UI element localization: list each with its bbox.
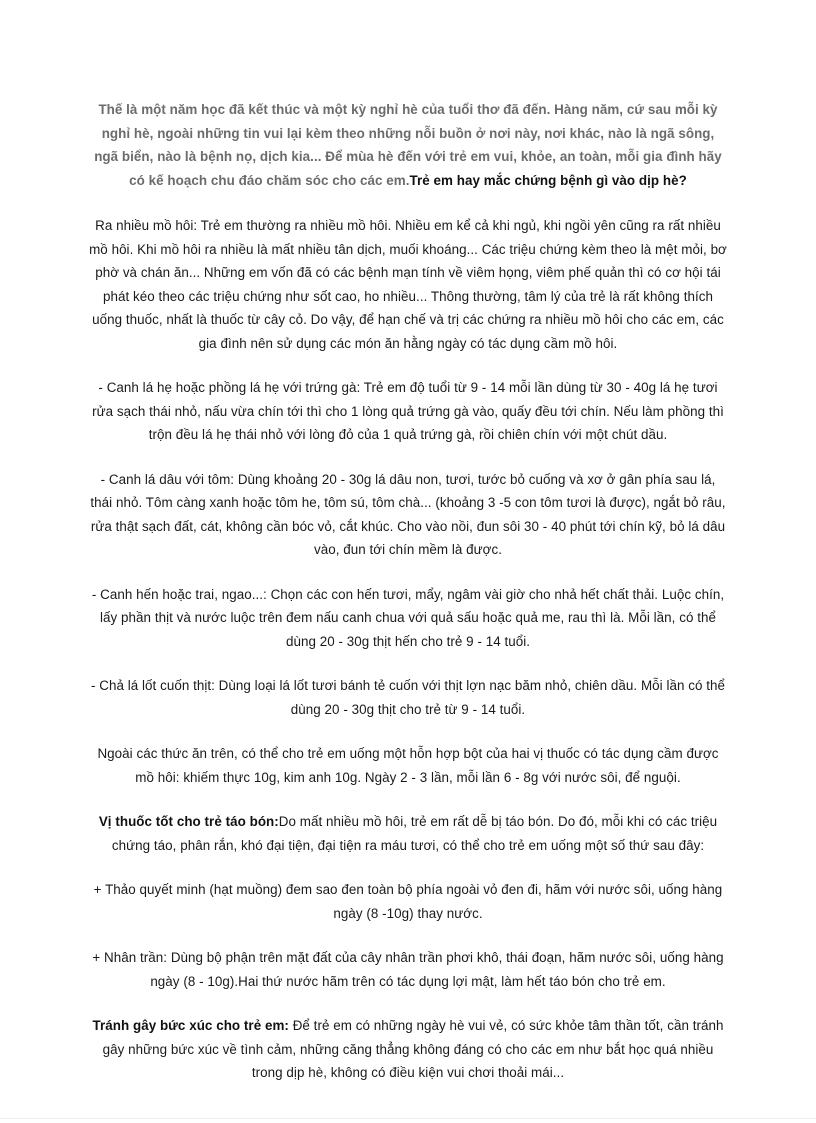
paragraph-cassia-seed: + Thảo quyết minh (hạt muồng) đem sao đen toàn bộ phía ngoài vỏ đen đi, hãm với nước sôi, uống hàng ngày (8 -10g) thay nước. — [93, 882, 723, 921]
document-page — [88, 98, 728, 1106]
intro-text: Thế là một năm học đã kết thúc và một kỳ nghỉ hè của tuổi thơ đã đến. Hàng năm, cứ sau mỗi kỳ nghỉ hè, ngoài những tin vui lại kèm theo những nỗi buồn ở nơi này, nơi khác, nào là ngã sông, ngã biển, nào là bệnh nọ, dịch kia... Để mùa hè đến với trẻ em vui, khỏe, an toàn, mỗi gia đình hãy có kế hoạch chu đáo chăm sóc cho các em. — [94, 102, 722, 188]
paragraph-avoid-stress — [88, 1014, 728, 1085]
paragraph-nhan-tran: + Nhân trần: Dùng bộ phận trên mặt đất của cây nhân trần phơi khô, thái đoạn, hãm nước sôi, uống hàng ngày (8 - 10g).Hai thứ nước hãm trên có tác dụng lợi mật, làm hết táo bón cho trẻ em. — [92, 950, 724, 989]
section-heading-summer-illness: Trẻ em hay mắc chứng bệnh gì vào dịp hè? — [409, 172, 687, 188]
intro-paragraph — [88, 98, 728, 192]
paragraph-mulberry-shrimp: - Canh lá dâu với tôm: Dùng khoảng 20 - 30g lá dâu non, tươi, tước bỏ cuống và xơ ở gân phía sau lá, thái nhỏ. Tôm càng xanh hoặc tôm he, tôm sú, tôm chà... (khoảng 3 -5 con tôm tươi là được), ngắt bỏ râu, rửa thật sạch đất, cát, không cần bóc vỏ, cắt khúc. Cho vào nồi, đun sôi 30 - 40 phút tới chín kỹ, bỏ lá dâu vào, đun tới chín mềm là được. — [90, 471, 726, 557]
paragraph-betel-roll: - Chả lá lốt cuốn thịt: Dùng loại lá lốt tươi bánh tẻ cuốn với thịt lợn nạc băm nhỏ, chiên dầu. Mỗi lần có thể dùng 20 - 30g thịt cho trẻ từ 9 - 14 tuổi. — [90, 678, 726, 717]
paragraph-sweating: Ra nhiều mồ hôi: Trẻ em thường ra nhiều mồ hôi. Nhiều em kể cả khi ngủ, khi ngồi yên cũng ra rất nhiều mồ hôi. Khi mồ hôi ra nhiều là mất nhiều tân dịch, muối khoáng... Các triệu chứng kèm theo là mệt mỏi, bơ phờ và chán ăn... Những em vốn đã có các bệnh mạn tính về viêm họng, viêm phế quản thì có cơ hội tái phát kéo theo các triệu chứng như sốt cao, ho nhiều... Thông thường, tâm lý của trẻ là rất không thích uống thuốc, nhất là thuốc từ cây cỏ. Do vậy, để hạn chế và trị các chứng ra nhiều mồ hôi cho các em, các gia đình nên sử dụng các món ăn hằng ngày có tác dụng cầm mồ hôi. — [89, 218, 727, 351]
heading-constipation-remedy: Vị thuốc tốt cho trẻ táo bón: — [98, 814, 279, 829]
avoid-stress-text: Để trẻ em có những ngày hè vui vẻ, có sức khỏe tâm thần tốt, cần tránh gây những bức xúc về tình cảm, những căng thẳng không đáng có cho các em như bắt học quá nhiều trong dịp hè, không có điều kiện vui chơi thoải mái... — [102, 1018, 724, 1080]
paragraph-herbal-powder: Ngoài các thức ăn trên, có thể cho trẻ em uống một hỗn hợp bột của hai vị thuốc có tác dụng cầm được mồ hôi: khiếm thực 10g, kim anh 10g. Ngày 2 - 3 lần, mỗi lần 6 - 8g với nước sôi, để nguội. — [97, 746, 719, 785]
paragraph-chive-soup: - Canh lá hẹ hoặc phồng lá hẹ với trứng gà: Trẻ em độ tuổi từ 9 - 14 mỗi lần dùng từ 30 - 40g lá hẹ tươi rửa sạch thái nhỏ, nấu vừa chín tới thì cho 1 lòng quả trứng gà vào, quấy đều tới chín. Nếu làm phồng thì trộn đều lá hẹ thái nhỏ với lòng đỏ của 1 quả trứng gà, rồi chiên chín với một chút dầu. — [92, 380, 724, 442]
paragraph-constipation — [88, 810, 728, 857]
paragraph-clam-soup: - Canh hến hoặc trai, ngao...: Chọn các con hến tươi, mẩy, ngâm vài giờ cho nhả hết chất thải. Luộc chín, lấy phần thịt và nước luộc trên đem nấu canh chua với quả sấu hoặc quả me, rau thì là. Mỗi lần, có thể dùng 20 - 30g thịt hến cho trẻ 9 - 14 tuổi. — [91, 586, 725, 649]
heading-avoid-stress: Tránh gây bức xúc cho trẻ em: — [92, 1018, 289, 1033]
constipation-text: Do mất nhiều mồ hôi, trẻ em rất dễ bị táo bón. Do đó, mỗi khi có các triệu chứng táo, phân rắn, khó đại tiện, đại tiện ra máu tươi, có thể cho trẻ em uống một số thứ sau đây: — [111, 814, 718, 853]
page-bottom-divider — [0, 1118, 816, 1119]
